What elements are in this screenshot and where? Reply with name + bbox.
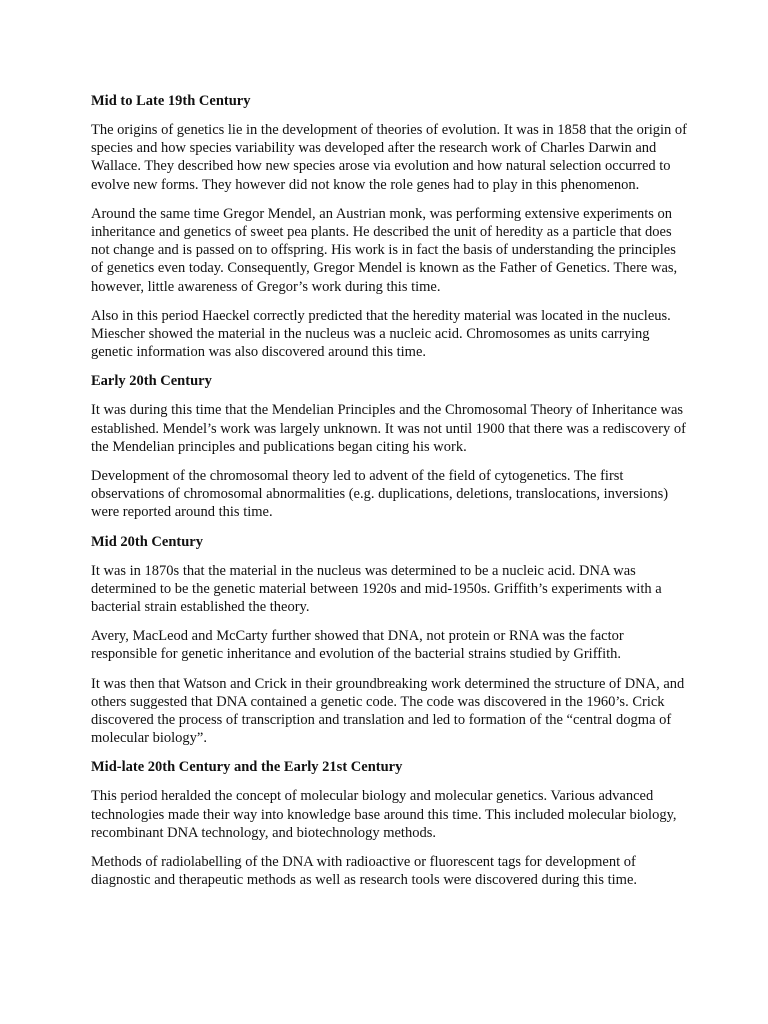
paragraph: Methods of radiolabelling of the DNA with radioactive or fluorescent tags for development of diagnostic and therapeutic methods as well as research tools were discovered during this time. [91,854,638,889]
paragraph: It was in 1870s that the material in the nucleus was determined to be a nucleic acid. DNA was determined to be the genetic material between 1920s and mid-1950s. Griffith’s experiments with a bacterial strain established the theory. [91,562,662,616]
section-heading-early-20th-century: Early 20th Century [91,373,212,390]
document-body [91,92,691,901]
paragraph: Around the same time Gregor Mendel, an Austrian monk, was performing extensive experiments on inheritance and genetics of sweet pea plants. He described the unit of heredity as a particle that does not change and is passed on to offspring. His work is in fact the basis of understanding the principles of genetics even today. Consequently, Gregor Mendel is known as the Father of Genetics. There was, however, little awareness of Gregor’s work during this time. [91,205,678,295]
paragraph: Avery, MacLeod and McCarty further showed that DNA, not protein or RNA was the factor responsible for genetic inheritance and evolution of the bacterial strains studied by Griffith. [91,628,624,663]
section-heading-late-20th-early-21st-century: Mid-late 20th Century and the Early 21st Century [91,759,403,776]
paragraph: Development of the chromosomal theory led to advent of the field of cytogenetics. The first observations of chromosomal abnormalities (e.g. duplications, deletions, translocations, inversions) were reported around this time. [91,468,669,521]
paragraph: The origins of genetics lie in the development of theories of evolution. It was in 1858 that the origin of species and how species variability was developed after the research work of Charles Darwin and Wallace. They described how new species arose via evolution and how natural selection occurred to evolve new forms. They however did not know the role genes had to play in this phenomenon. [91,122,687,193]
paragraph: It was during this time that the Mendelian Principles and the Chromosomal Theory of Inheritance was established. Mendel’s work was largely unknown. It was not until 1900 that there was a rediscovery of the Mendelian principles and publications began citing his work. [91,402,686,455]
paragraph: Also in this period Haeckel correctly predicted that the heredity material was located in the nucleus. Miescher showed the material in the nucleus was a nucleic acid. Chromosomes as units carrying genetic information was also discovered around this time. [91,307,671,361]
section-heading-mid-20th-century: Mid 20th Century [91,533,203,550]
paragraph: This period heralded the concept of molecular biology and molecular genetics. Various advanced technologies made their way into knowledge base around this time. This included molecular biology, recombinant DNA technology, and biotechnology methods. [91,788,677,841]
section-heading-19th-century: Mid to Late 19th Century [91,93,251,109]
paragraph: It was then that Watson and Crick in their groundbreaking work determined the structure of DNA, and others suggested that DNA contained a genetic code. The code was discovered in the 1960’s. Crick discovered the process of transcription and translation and led to formation of the “central dogma of molecular biology”. [91,675,685,747]
